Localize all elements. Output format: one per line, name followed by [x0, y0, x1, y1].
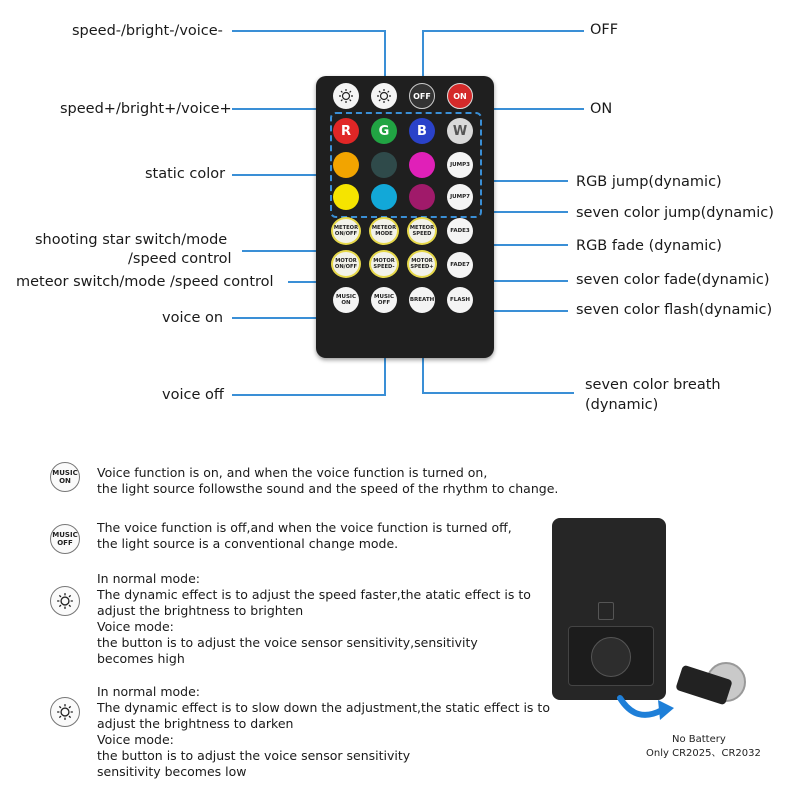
music-on-desc-line2: the light source followsthe sound and the speed of the rhythm to change.	[97, 481, 559, 496]
fade3-button[interactable]: FADE3	[447, 218, 473, 244]
green-button[interactable]: G	[371, 118, 397, 144]
recycle-icon	[598, 602, 614, 620]
label-voice-off: voice off	[162, 387, 224, 403]
label-seven-fade: seven color fade(dynamic)	[576, 272, 770, 288]
meteor-speed-button[interactable]: METEOR SPEED	[407, 217, 437, 245]
battery-note-line1: No Battery	[672, 734, 726, 745]
speed-down-desc-line5: the button is to adjust the voice sensor sensitivity	[97, 748, 411, 763]
label-meteor: meteor switch/mode /speed control	[16, 274, 274, 290]
music-off-icon: MUSIC OFF	[50, 524, 80, 554]
leader-line	[422, 30, 424, 82]
arrow-icon	[616, 690, 676, 730]
speed-up-desc-line4: Voice mode:	[97, 619, 174, 634]
label-on: ON	[590, 101, 613, 117]
sun-up-icon	[376, 88, 392, 104]
label-off: OFF	[590, 22, 619, 38]
speed-up-desc-line5: the button is to adjust the voice sensor sensitivity,sensitivity	[97, 635, 478, 650]
speed-up-button[interactable]	[371, 83, 397, 109]
music-off-button[interactable]: MUSIC OFF	[371, 287, 397, 313]
music-off-desc-line2: the light source is a conventional change mode.	[97, 536, 399, 551]
breath-button[interactable]: BREATH	[409, 287, 435, 313]
label-seven-breath-line1: seven color breath	[585, 377, 721, 393]
label-rgb-fade: RGB fade (dynamic)	[576, 238, 722, 254]
on-button[interactable]: ON	[447, 83, 473, 109]
label-rgb-jump: RGB jump(dynamic)	[576, 174, 722, 190]
remote-back-image	[552, 518, 666, 700]
sun-down-icon	[50, 697, 80, 727]
label-static-color: static color	[145, 166, 226, 182]
speed-up-desc-line3: adjust the brightness to brighten	[97, 603, 304, 618]
label-seven-flash: seven color flash(dynamic)	[576, 302, 773, 318]
battery-slot	[591, 637, 631, 677]
meteor-mode-button[interactable]: METEOR MODE	[369, 217, 399, 245]
off-button[interactable]: OFF	[409, 83, 435, 109]
speed-down-desc-line4: Voice mode:	[97, 732, 174, 747]
jump3-button[interactable]: JUMP3	[447, 152, 473, 178]
orange-button[interactable]	[333, 152, 359, 178]
leader-line	[232, 30, 384, 32]
speed-up-desc-line6: becomes high	[97, 651, 185, 666]
cyan-button[interactable]	[371, 184, 397, 210]
music-on-icon: MUSIC ON	[50, 462, 80, 492]
label-shooting-star-line1: shooting star switch/mode	[35, 232, 228, 248]
battery-note-line2: Only CR2025、CR2032	[646, 748, 761, 759]
sun-up-icon	[50, 586, 80, 616]
motor-speed-down-button[interactable]: MOTOR SPEED-	[369, 250, 399, 278]
yellow-button[interactable]	[333, 184, 359, 210]
speed-down-desc-line3: adjust the brightness to darken	[97, 716, 294, 731]
white-button[interactable]: W	[447, 118, 473, 144]
speed-up-desc-line2: The dynamic effect is to adjust the speed faster,the atatic effect is to	[97, 587, 531, 602]
leader-line	[422, 30, 584, 32]
red-button[interactable]: R	[333, 118, 359, 144]
label-speed-down: speed-/bright-/voice-	[72, 23, 223, 39]
music-on-desc-line1: Voice function is on, and when the voice function is turned on,	[97, 465, 488, 480]
meteor-onoff-button[interactable]: METEOR ON/OFF	[331, 217, 361, 245]
label-speed-up: speed+/bright+/voice+	[60, 101, 232, 117]
music-off-desc-line1: The voice function is off,and when the voice function is turned off,	[97, 520, 512, 535]
dark-teal-button[interactable]	[371, 152, 397, 178]
jump7-button[interactable]: JUMP7	[447, 184, 473, 210]
label-seven-jump: seven color jump(dynamic)	[576, 205, 774, 221]
speed-down-desc-line1: In normal mode:	[97, 684, 201, 699]
motor-speed-up-button[interactable]: MOTOR SPEED+	[407, 250, 437, 278]
leader-line	[232, 394, 384, 396]
speed-down-desc-line6: sensitivity becomes low	[97, 764, 247, 779]
leader-line	[384, 30, 386, 82]
blue-button[interactable]: B	[409, 118, 435, 144]
battery-compartment	[568, 626, 654, 686]
motor-onoff-button[interactable]: MOTOR ON/OFF	[331, 250, 361, 278]
music-on-button[interactable]: MUSIC ON	[333, 287, 359, 313]
purple-button[interactable]	[409, 184, 435, 210]
magenta-button[interactable]	[409, 152, 435, 178]
label-seven-breath-line2: (dynamic)	[585, 397, 659, 413]
flash-button[interactable]: FLASH	[447, 287, 473, 313]
label-shooting-star-line2: /speed control	[128, 251, 232, 267]
sun-down-icon	[338, 88, 354, 104]
speed-down-button[interactable]	[333, 83, 359, 109]
fade7-button[interactable]: FADE7	[447, 252, 473, 278]
speed-down-desc-line2: The dynamic effect is to slow down the adjustment,the static effect is to	[97, 700, 550, 715]
battery-holder-image	[676, 648, 748, 710]
leader-line	[422, 392, 574, 394]
label-voice-on: voice on	[162, 310, 224, 326]
speed-up-desc-line1: In normal mode:	[97, 571, 201, 586]
